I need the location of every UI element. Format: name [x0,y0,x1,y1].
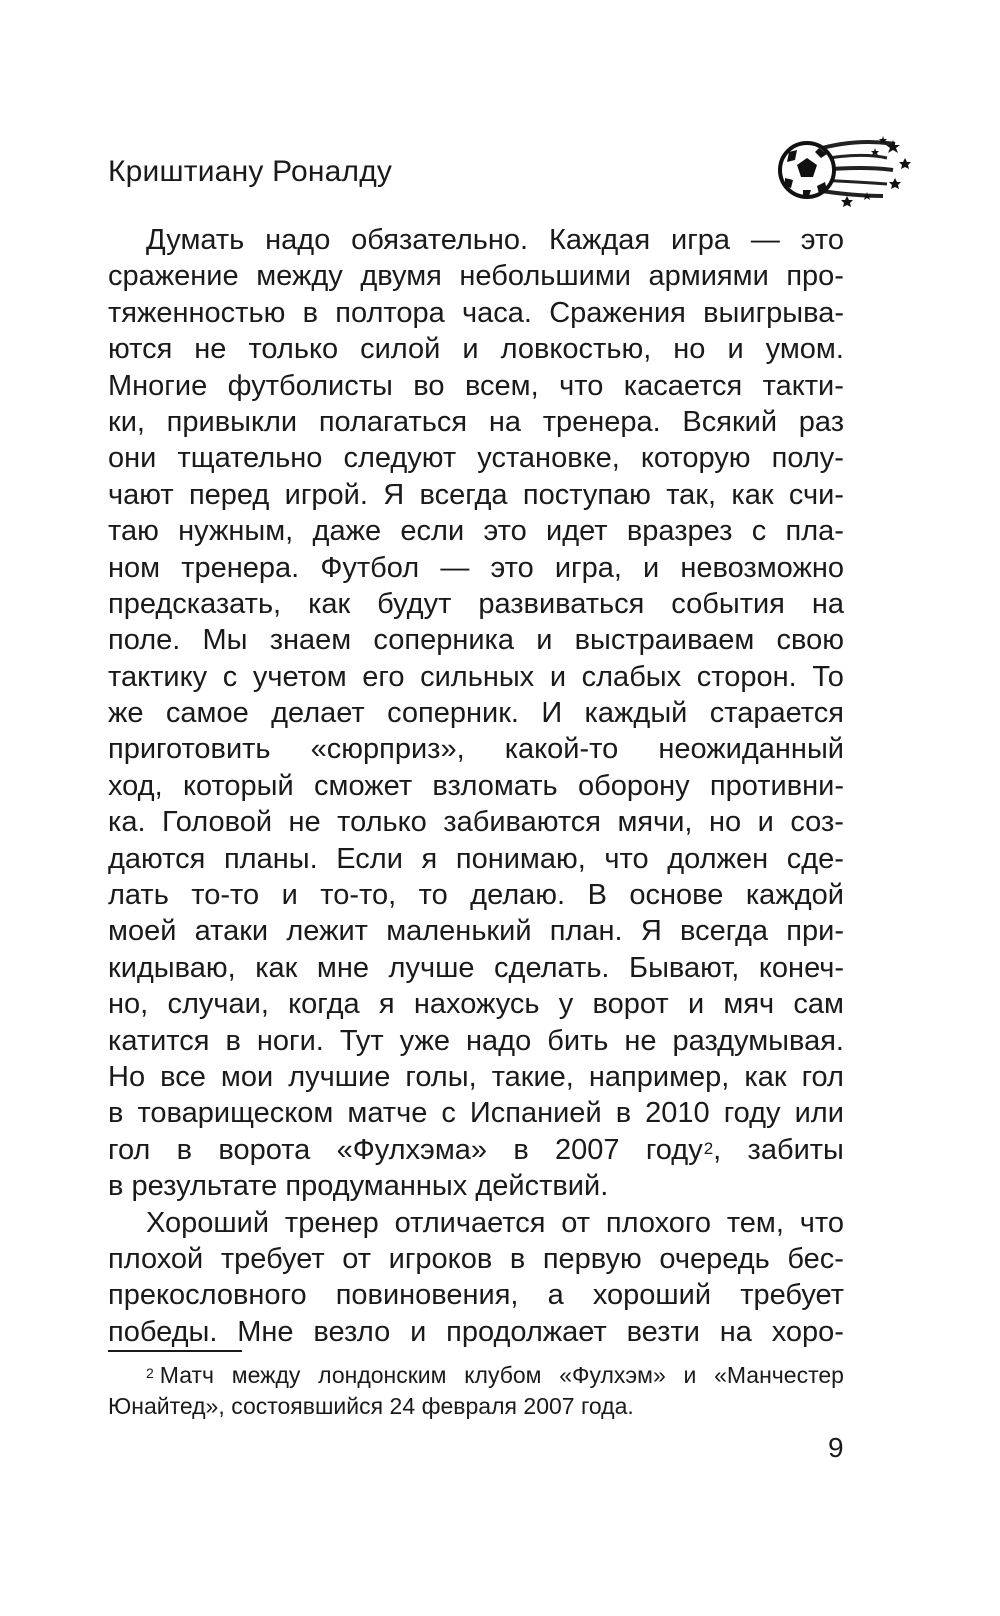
word: и [727,333,744,366]
footnote [108,1360,844,1422]
word: сделать. [494,951,610,984]
text-line [108,1132,844,1168]
word: я [378,988,395,1021]
word: делаю. [470,879,566,912]
word: что [799,1206,844,1239]
word: у [558,988,574,1021]
text-line [108,1205,844,1241]
text-line [108,804,844,840]
word: события [671,587,785,620]
word: и [281,879,298,912]
word: «Фулхэма» [336,1133,488,1166]
word: про- [786,260,844,293]
word: тщательно [177,442,323,475]
word: в [302,296,318,329]
word: когда [288,988,360,1021]
word: 2007 [523,1393,575,1419]
word: который [182,769,294,802]
word: гол [108,1133,151,1166]
word: бес- [787,1242,844,1275]
word: от [561,1206,591,1239]
word: планы. [223,842,318,875]
text-line [108,768,844,804]
word: то [418,879,448,912]
word: раздумывая. [672,1024,844,1057]
word: ворот [592,988,669,1021]
word: невозможно [680,551,844,584]
word: игроков [388,1242,493,1275]
word: но, [108,988,149,1021]
word: маленький [386,915,532,948]
word: нужным, [178,515,294,548]
word: не [194,333,227,366]
word: а [547,1279,564,1312]
word: какой-то [504,733,619,766]
word: 24 [389,1393,416,1419]
word: ловкостью, [500,333,652,366]
word: план. [549,915,623,948]
word: таю [108,515,159,548]
text-line [108,622,844,658]
word: тяженностью [108,296,286,329]
word: сторон. [696,660,797,693]
word: на [719,1315,752,1348]
word: прекословного [108,1279,307,1312]
word: забиваются [443,806,601,839]
word: всегда [419,478,508,511]
word: с [222,660,238,693]
word: забиты [747,1133,844,1166]
word: двумя [360,260,442,293]
word: слабых [581,660,682,693]
footnote-line [108,1360,844,1391]
word: приготовить [108,733,271,766]
word: полтора [335,296,445,329]
text-line [108,1314,844,1350]
word: каждый [584,697,688,730]
word: Думать [146,224,245,256]
word: очередь [659,1242,770,1275]
word: Футбол [320,551,420,584]
word: развиваться [478,587,645,620]
word: предсказать, [108,587,282,620]
footnote-divider [108,1350,242,1352]
word: так, [666,478,717,511]
text-line [108,1059,844,1095]
word: Всякий [682,405,778,438]
word: 2010 [645,1097,710,1130]
word: надо [466,1024,532,1057]
word: пла- [785,515,844,548]
word: матче [347,1097,428,1130]
word: сражение [108,260,239,293]
word: Испанией [469,1097,602,1130]
word: Я [640,915,662,948]
word: — [750,224,780,256]
word: основе [629,879,724,912]
word: касается [623,369,743,402]
word: даются [108,842,206,875]
word: полу- [771,442,844,475]
word: лучше [388,951,475,984]
word: всегда [680,915,769,948]
word: повиновения, [335,1279,519,1312]
word: везло [313,1315,391,1348]
word: и [757,806,774,839]
word: будут [377,587,452,620]
word: футболисты [227,369,393,402]
word: я [421,842,438,875]
word: в [108,1097,124,1130]
word: Матч [159,1362,215,1388]
word: ворота [218,1133,311,1166]
text-line [108,477,844,513]
word: только [248,333,339,366]
word: Мне [237,1315,294,1348]
word: случаи, [167,988,269,1021]
word: голы, [405,1060,477,1093]
word: это [800,224,844,256]
word: первую [542,1242,642,1275]
footnote-marker: 2 [146,1365,154,1381]
text-line [108,950,844,986]
word: установке, [477,442,620,475]
word: старается [709,697,844,730]
text-line [108,368,844,404]
text-line [108,731,844,767]
word: сде- [786,842,844,875]
word: «сюрприз», [310,733,465,766]
word: Если [336,842,403,875]
word: моей [108,915,177,948]
word: требует [740,1279,844,1312]
word: привыкли [166,405,298,438]
word: только [337,806,427,839]
word: мне [316,951,369,984]
word: это [490,551,534,584]
word: они [108,442,157,475]
word: как [744,1060,787,1093]
word: конеч- [758,951,844,984]
word: оборону [577,769,690,802]
word: обязательно. [351,224,529,256]
word: при- [786,915,844,948]
word: в [509,1242,526,1275]
word: и [643,551,660,584]
word: То [812,660,844,693]
word: самое [165,697,249,730]
word: ются [108,333,173,366]
text-line [108,222,844,258]
word: в [615,1097,632,1130]
word: неожиданный [658,733,844,766]
word: например, [588,1060,730,1093]
word: каждой [745,879,844,912]
word: с [751,515,767,548]
word: мяч [723,988,775,1021]
text-line [108,295,844,331]
word: или [794,1097,844,1130]
text-line [108,1023,844,1059]
text-line [108,404,844,440]
word: Юнайтед», [108,1393,225,1419]
word: с [441,1097,456,1130]
text-line [108,550,844,586]
word: даже [312,515,382,548]
word: как [308,587,351,620]
word: сможет [314,769,413,802]
word: игрой. [284,478,368,511]
word: лондонским [318,1362,447,1388]
word: атаки [194,915,269,948]
word: в [513,1133,529,1166]
word: и [687,988,705,1021]
word: такие, [491,1060,574,1093]
word: раз [798,405,844,438]
word: такти- [762,369,844,402]
word: тренер [284,1206,379,1239]
word: но [673,333,706,366]
word: тренера. [181,551,300,584]
word: лучшие [288,1060,391,1093]
word: игра, [554,551,622,584]
word: между [231,1362,301,1388]
word: это [483,515,527,548]
word: тренера. [542,405,661,438]
text-line [108,659,844,695]
word: не [624,1024,657,1057]
word: же [108,697,144,730]
word: то-то [191,879,260,912]
word: катится [108,1024,210,1057]
word: в [225,1024,241,1057]
word: вразрез [626,515,733,548]
word: между [256,260,343,293]
word: сам [793,988,844,1021]
text-line [108,513,844,549]
word: Головой [162,806,273,839]
word: поступаю [522,478,651,511]
word: его [362,660,405,693]
word: лать [108,879,169,912]
word: продолжает [446,1315,607,1348]
word: требует [220,1242,325,1275]
word: но [708,806,742,839]
text-line [108,331,844,367]
word: соперник. [387,697,519,730]
word: знаем [269,624,352,657]
word: ка. [108,806,146,839]
word: Мы [202,624,248,657]
word: во [413,369,445,402]
word: соперника [373,624,514,657]
word: на [488,405,521,438]
word: В [587,879,607,912]
word: клубом [464,1362,542,1388]
word: все [160,1060,206,1093]
word: что [559,369,604,402]
word: которую [640,442,751,475]
text-line [108,1277,844,1313]
word: как [731,478,774,511]
word: выигрыва- [703,296,844,329]
word: гол [801,1060,844,1093]
word: тем, [726,1206,784,1239]
word: мячи, [617,806,693,839]
text-line [108,913,844,949]
word: И [541,697,563,730]
word: бить [547,1024,609,1057]
word: продуманных [285,1170,468,1203]
word: Каждая [548,224,651,256]
text-line [108,258,844,294]
word: ном [108,551,161,584]
word: отличается [394,1206,546,1239]
word: соз- [790,806,844,839]
word: Бывают, [629,951,740,984]
word: силой [360,333,441,366]
word: году [723,1097,781,1130]
word: действий. [475,1170,609,1203]
word: если [400,515,465,548]
soccer-ball-with-stars-icon [775,130,915,210]
text-line [108,1095,844,1131]
page-number: 9 [828,1432,844,1463]
word: умом. [765,333,844,366]
main-text [108,222,844,1350]
word: товарищеском [137,1097,334,1130]
word: и [549,660,567,693]
word: победы. [108,1315,218,1348]
text-line [108,1168,844,1204]
word: ход, [108,769,163,802]
word: году$^2$, [645,1133,722,1166]
word: поле. [108,624,181,657]
word: должен [667,842,769,875]
word: плохой [108,1242,204,1275]
word: учетом [252,660,347,693]
word: мои [220,1060,274,1093]
text-line [108,586,844,622]
word: лежит [286,915,368,948]
word: счи- [788,478,844,511]
word: Я [383,478,405,511]
word: то-то, [320,879,397,912]
text-line [108,695,844,731]
word: Тут [339,1024,384,1057]
word: противни- [709,769,844,802]
word: в [108,1170,124,1203]
word: взломать [432,769,558,802]
word: — [440,551,470,584]
word: от [342,1242,372,1275]
text-line [108,1241,844,1277]
word: кидываю, [108,951,236,984]
word: небольшими [459,260,631,293]
word: Многие [108,369,208,402]
word: «Манчестер [714,1362,844,1388]
word: следуют [343,442,457,475]
word: года. [581,1393,634,1419]
word: Хороший [146,1206,270,1239]
word: и [462,333,479,366]
word: февраля [421,1393,517,1419]
word: полагаться [318,405,468,438]
word: хоро- [771,1315,844,1348]
running-head: Криштиану Роналду [108,155,393,188]
word: что [604,842,649,875]
word: хороший [592,1279,712,1312]
word: состоявшийся [231,1393,384,1419]
word: плохого [605,1206,711,1239]
word: 2007 [555,1133,620,1166]
word: чают [108,478,174,511]
footnote-line [108,1391,844,1422]
word: перед [188,478,270,511]
word: Сражения [549,296,686,329]
word: в [176,1133,193,1166]
text-line [108,440,844,476]
word: как [255,951,298,984]
word: и [683,1362,697,1388]
word: нахожусь [413,988,540,1021]
word: сильных [420,660,535,693]
word: армиями [648,260,769,293]
word: ки, [108,405,145,438]
word: и [410,1315,427,1348]
word: не [288,806,321,839]
word: выстраиваем [574,624,755,657]
word: свою [776,624,844,657]
word: уже [399,1024,451,1057]
word: всем, [464,369,539,402]
word: тактику [108,660,208,693]
word: результате [131,1170,278,1203]
word: делает [271,697,365,730]
word: и [536,624,553,657]
word: ноги. [256,1024,324,1057]
word: Но [108,1060,146,1093]
word: на [811,587,844,620]
word: надо [265,224,331,256]
text-line [108,986,844,1022]
text-line [108,877,844,913]
word: «Фулхэм» [559,1362,666,1388]
word: игра [671,224,731,256]
word: идет [546,515,608,548]
word: понимаю, [455,842,586,875]
text-line [108,841,844,877]
word: везти [626,1315,700,1348]
word: часа. [462,296,532,329]
